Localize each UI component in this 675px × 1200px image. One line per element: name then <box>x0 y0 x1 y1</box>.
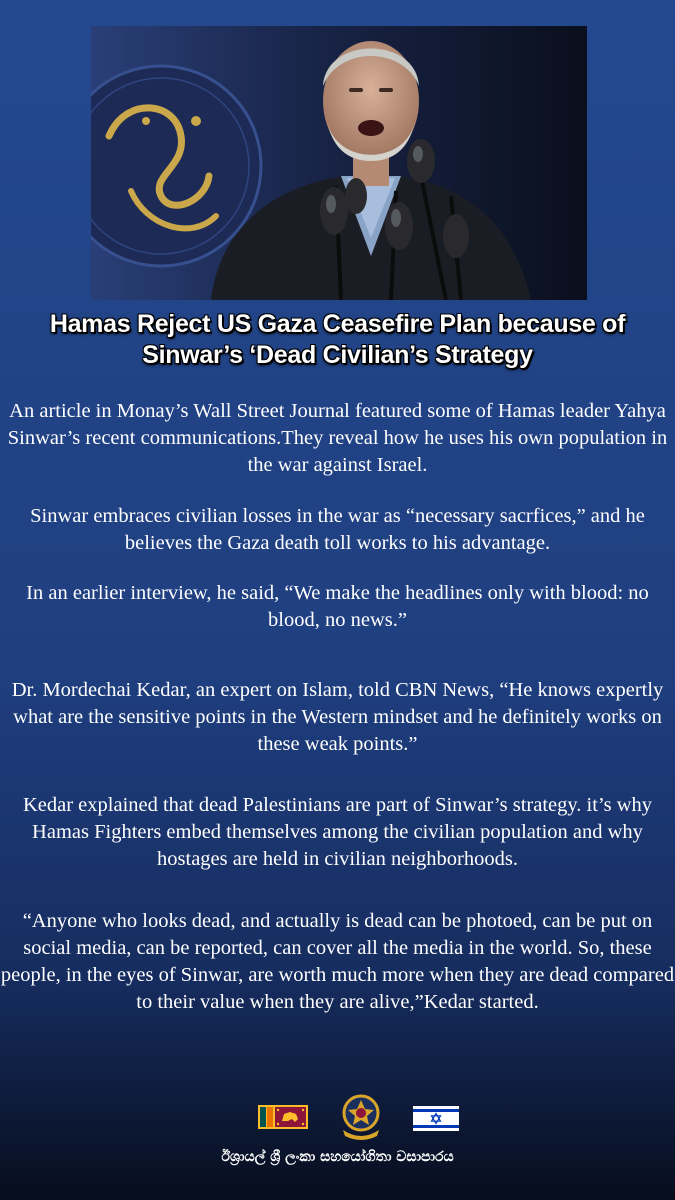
footer-logos <box>0 1090 675 1142</box>
headline: Hamas Reject US Gaza Ceasefire Plan because of Sinwar’s ‘Dead Civilian’s Strategy <box>49 310 626 369</box>
paragraph-5: Kedar explained that dead Palestinians are part of Sinwar’s strategy. it’s why Hamas Fighters embed themselves among the civilian population and why hostages are held in civilian neighborhoods. <box>22 794 653 870</box>
hero-photo <box>91 26 587 300</box>
sri-lanka-flag-icon <box>258 1105 308 1129</box>
paragraph-1: An article in Monay’s Wall Street Journal featured some of Hamas leader Yahya Sinwar’s recent communications.They reveal how he uses his own population in the war against Israel. <box>7 400 668 476</box>
paragraph-2: Sinwar embraces civilian losses in the war as “necessary sacrfices,” and he believes the Gaza death toll works to his advantage. <box>30 505 645 554</box>
paragraph-3: In an earlier interview, he said, “We make the headlines only with blood: no blood, no news.” <box>26 582 649 631</box>
israel-flag-icon <box>413 1106 459 1131</box>
paragraph-4: Dr. Mordechai Kedar, an expert on Islam, told CBN News, “He knows expertly what are the sensitive points in the Western mindset and he definitely works on these weak points.” <box>11 679 664 755</box>
organization-name: ඊශ්‍රායල් ශ්‍රී ලංකා සහයෝගිතා වසාපාරය <box>221 1149 454 1165</box>
paragraph-6: “Anyone who looks dead, and actually is dead can be photoed, can be put on social media, can be reported, can cover all the media in the world. So, these people, in the eyes of Sinwar, are worth much more when they are dead compared to their value when they are alive,”Kedar started. <box>0 910 675 1013</box>
association-emblem-icon <box>338 1092 384 1140</box>
